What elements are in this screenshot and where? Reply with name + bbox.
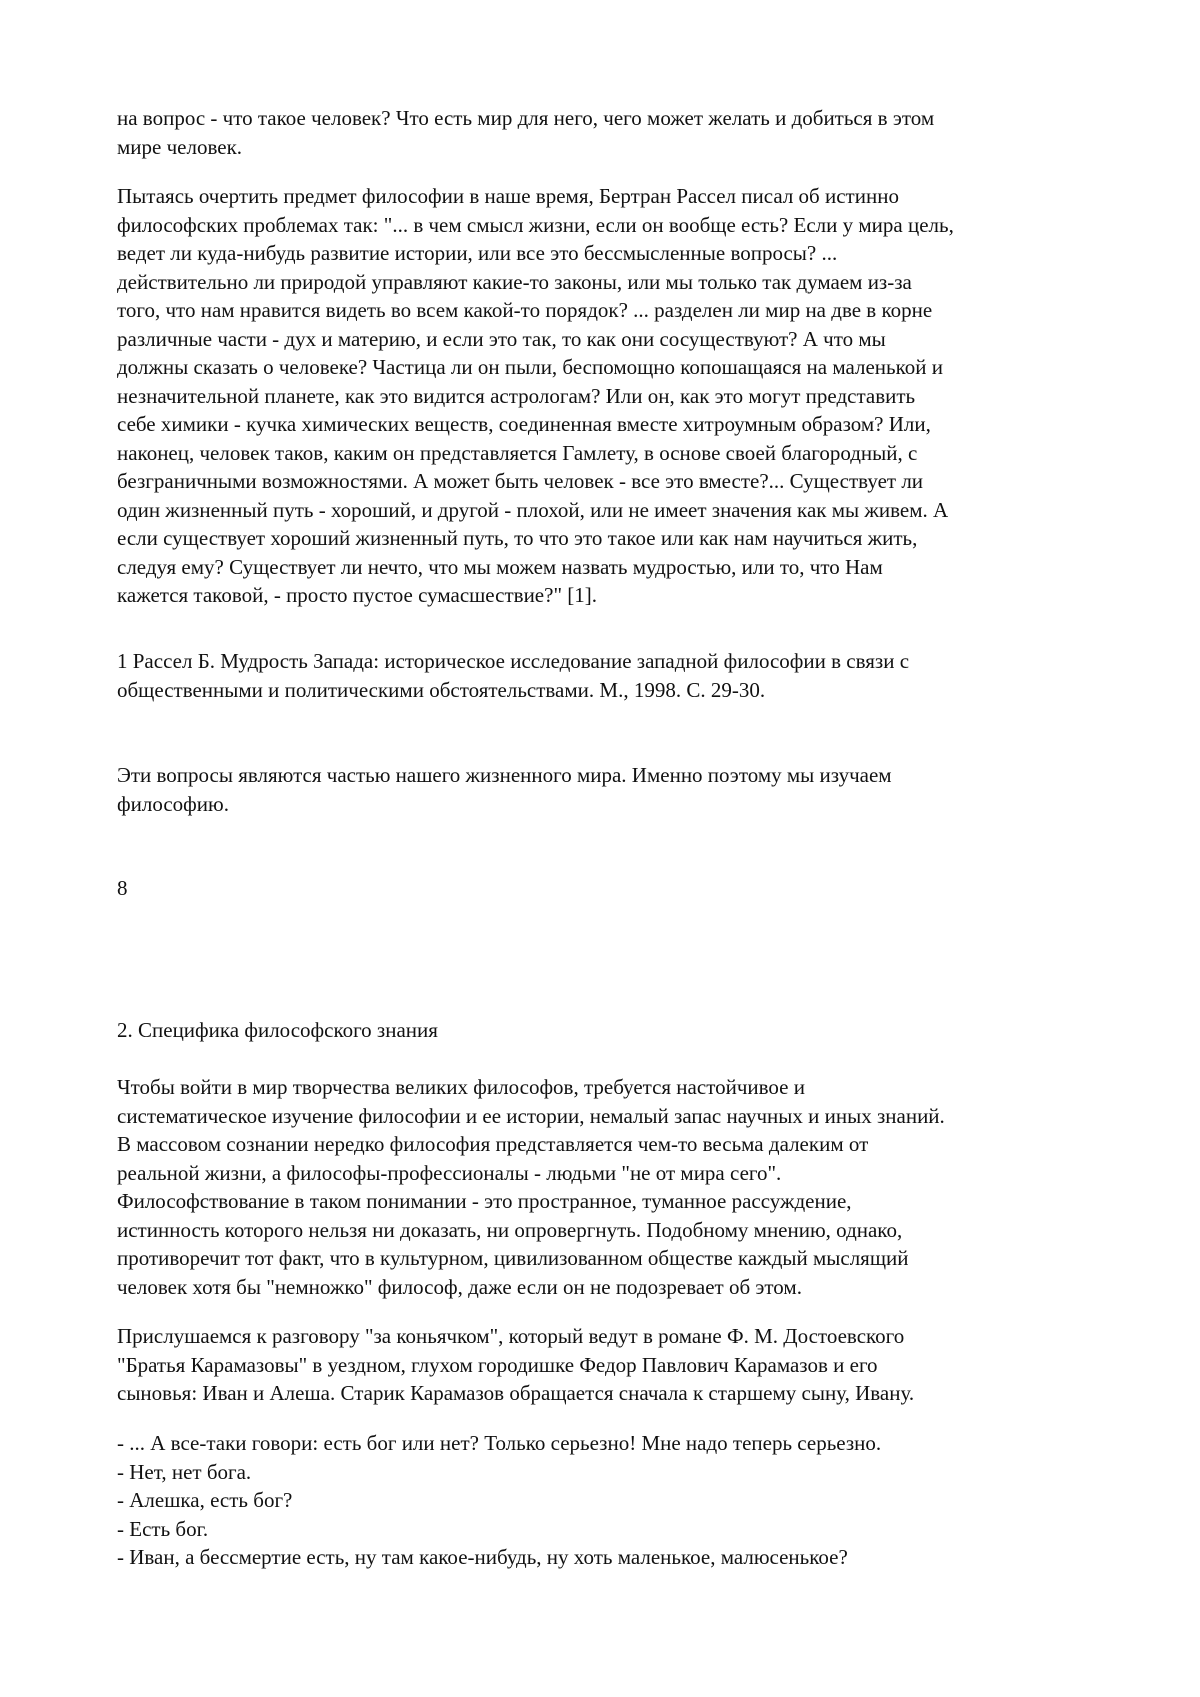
footnote [117, 647, 1107, 704]
dialogue [117, 1429, 1107, 1572]
paragraph-philosophy-knowledge [117, 1073, 1107, 1301]
text-line: ведет ли куда-нибудь развитие истории, или все это бессмысленные вопросы? ... [117, 241, 838, 265]
text-line: кажется таковой, - просто пустое сумасшествие?" [1]. [117, 583, 598, 607]
footnote-line: общественными и политическими обстоятельствами. М., 1998. С. 29-30. [117, 677, 766, 702]
text-line: В массовом сознании нередко философия представляется чем-то весьма далеким от [117, 1132, 869, 1156]
text-line: реальной жизни, а философы-профессионалы - людьми "не от мира сего". [117, 1160, 782, 1185]
text-line: мире человек. [117, 134, 243, 159]
text-line: незначительной планете, как это видится астрологам? Или он, как это могут представить [117, 383, 916, 408]
dialogue-line: - ... А все-таки говори: есть бог или нет? Только серьезно! Мне надо теперь серьезно. [117, 1431, 882, 1455]
text-line: наконец, человек таков, каким он представляется Гамлету, в основе своей благородный, с [117, 440, 918, 465]
page-number [117, 874, 1107, 903]
text-line: сыновья: Иван и Алеша. Старик Карамазов обращается сначала к старшему сыну, Ивану. [117, 1381, 915, 1405]
footnote-line: 1 Рассел Б. Мудрость Запада: историческое исследование западной философии в связи с [117, 649, 910, 673]
text-line: "Братья Карамазовы" в уездном, глухом городишке Федор Павлович Карамазов и его [117, 1352, 878, 1377]
text-line: следуя ему? Существует ли нечто, что мы можем назвать мудростью, или то, что Нам [117, 554, 883, 579]
page-number-text: 8 [117, 876, 128, 900]
dialogue-line: - Алешка, есть бог? [117, 1488, 293, 1512]
text-line: философию. [117, 791, 229, 816]
text-line: Прислушаемся к разговору "за коньячком", который ведут в романе Ф. М. Достоевского [117, 1324, 905, 1348]
paragraph-conclusion [117, 761, 1107, 818]
dialogue-line: - Нет, нет бога. [117, 1459, 252, 1484]
text-line: должны сказать о человеке? Частица ли он пыли, беспомощно копошащаяся на маленькой и [117, 355, 943, 379]
text-line: истинность которого нельзя ни доказать, ни опровергнуть. Подобному мнению, однако, [117, 1217, 903, 1242]
paragraph-intro [117, 104, 1107, 161]
dialogue-line: - Иван, а бессмертие есть, ну там какое-нибудь, ну хоть маленькое, малюсенькое? [117, 1545, 848, 1569]
text-line: Эти вопросы являются частью нашего жизненного мира. Именно поэтому мы изучаем [117, 763, 892, 787]
paragraph-karamazov-intro [117, 1322, 1107, 1408]
text-line: противоречит тот факт, что в культурном, цивилизованном обществе каждый мыслящий [117, 1246, 909, 1270]
text-line: Чтобы войти в мир творчества великих философов, требуется настойчивое и [117, 1075, 805, 1099]
text-line: Пытаясь очертить предмет философии в наше время, Бертран Рассел писал об истинно [117, 184, 899, 208]
text-line: различные части - дух и материю, и если это так, то как они сосуществуют? А что мы [117, 326, 886, 351]
text-line: на вопрос - что такое человек? Что есть мир для него, чего может желать и добиться в этом [117, 106, 935, 130]
text-line: действительно ли природой управляют какие-то законы, или мы только так думаем из-за [117, 269, 912, 294]
paragraph-russell-quote [117, 182, 1107, 610]
text-line: если существует хороший жизненный путь, то что это такое или как нам научиться жить, [117, 526, 918, 550]
text-line: себе химики - кучка химических веществ, соединенная вместе хитроумным образом? Или, [117, 412, 931, 436]
text-line: Философствование в таком понимании - это пространное, туманное рассуждение, [117, 1189, 852, 1213]
section-heading-text: 2. Специфика философского знания [117, 1018, 438, 1042]
text-line: философских проблемах так: "... в чем смысл жизни, если он вообще есть? Если у мира цель, [117, 212, 954, 237]
section-heading [117, 1016, 1107, 1045]
text-line: человек хотя бы "немножко" философ, даже если он не подозревает об этом. [117, 1274, 802, 1299]
text-line: безграничными возможностями. А может быть человек - все это вместе?... Существует ли [117, 469, 924, 493]
text-line: того, что нам нравится видеть во всем какой-то порядок? ... разделен ли мир на две в корне [117, 298, 933, 322]
text-line: систематическое изучение философии и ее истории, немалый запас научных и иных знаний. [117, 1103, 945, 1128]
dialogue-line: - Есть бог. [117, 1516, 209, 1541]
text-line: один жизненный путь - хороший, и другой - плохой, или не имеет значения как мы живем. А [117, 497, 949, 522]
